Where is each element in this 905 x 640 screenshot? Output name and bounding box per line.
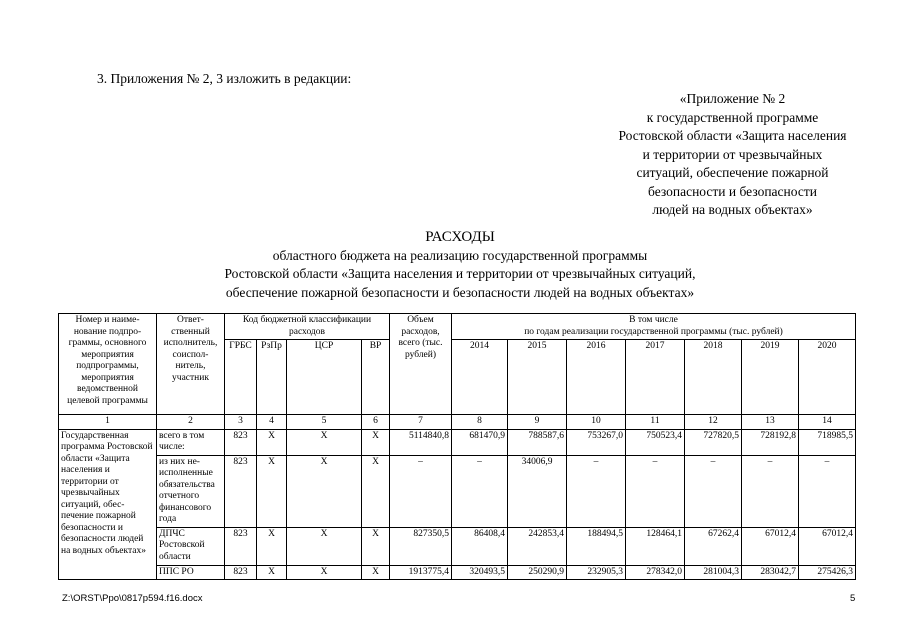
footer-file-path: Z:\ORST\Ppo\0817p594.f16.docx [62,593,203,604]
row-vr: Х [362,565,390,580]
header-grbs: ГРБС [225,340,257,415]
row-year-value: 34006,9 [508,455,567,527]
row-total: 1913775,4 [390,565,452,580]
header-year: 2016 [567,340,626,415]
row-year-value: – [685,455,742,527]
header-year: 2017 [626,340,685,415]
row-grbs: 823 [225,429,257,455]
header-year: 2018 [685,340,742,415]
row-csr: Х [287,455,362,527]
row-year-value: – [742,455,799,527]
row-rzpr: Х [257,429,287,455]
column-number: 5 [287,415,362,430]
row-vr: Х [362,527,390,565]
row-year-value: 250290,9 [508,565,567,580]
header-volume: Объем расходов, всего (тыс. рублей) [390,314,452,415]
row-executor: ППС РО [157,565,225,580]
row-year-value: 232905,3 [567,565,626,580]
row-year-value: 753267,0 [567,429,626,455]
row-year-value: 320493,5 [452,565,508,580]
row-grbs: 823 [225,527,257,565]
column-number: 9 [508,415,567,430]
column-number: 3 [225,415,257,430]
row-vr: Х [362,429,390,455]
column-number: 4 [257,415,287,430]
header-year: 2019 [742,340,799,415]
row-csr: Х [287,565,362,580]
table-row [59,429,856,455]
row-grbs: 823 [225,455,257,527]
row-year-value: 86408,4 [452,527,508,565]
expenses-table [58,313,856,580]
header-name: Номер и наиме-нование подпро-граммы, основного мероприятия подпрограммы, мероприятия ведомственной целевой программы [59,314,157,415]
row-rzpr: Х [257,527,287,565]
column-number: 6 [362,415,390,430]
appendix-line: Ростовской области «Защита населения [618,128,847,143]
column-number: 1 [59,415,157,430]
row-grbs: 823 [225,565,257,580]
row-executor: всего в том числе: [157,429,225,455]
row-year-value: 728192,8 [742,429,799,455]
header-rzpr: РзПр [257,340,287,415]
row-year-value: 727820,5 [685,429,742,455]
row-year-value: 281004,3 [685,565,742,580]
row-year-value: 718985,5 [799,429,856,455]
appendix-line: и территории от чрезвычайных [642,146,823,162]
page-number: 5 [850,593,856,604]
column-number: 11 [626,415,685,430]
appendix-line: безопасности и безопасности [648,183,817,199]
row-total: 827350,5 [390,527,452,565]
header-vr: ВР [362,340,390,415]
row-total: 5114840,8 [390,429,452,455]
column-number-row [59,415,856,430]
row-rzpr: Х [257,565,287,580]
header-year: 2015 [508,340,567,415]
column-number: 8 [452,415,508,430]
row-year-value: 275426,3 [799,565,856,580]
appendix-line: к государственной программе [646,109,819,125]
row-year-value: – [567,455,626,527]
row-csr: Х [287,429,362,455]
title-line: областного бюджета на реализацию государственной программы [272,247,648,263]
header-csr: ЦСР [287,340,362,415]
row-year-value: 750523,4 [626,429,685,455]
document-title [150,228,770,302]
row-year-value: 788587,6 [508,429,567,455]
appendix-line: ситуаций, обеспечение пожарной [636,165,829,180]
table-row [59,565,856,580]
row-year-value: 67012,4 [742,527,799,565]
row-year-value: 283042,7 [742,565,799,580]
header-including [452,314,856,340]
row-vr: Х [362,455,390,527]
column-number: 14 [799,415,856,430]
appendix-line: «Приложение № 2 [679,91,786,106]
row-year-value: 67262,4 [685,527,742,565]
row-rzpr: Х [257,455,287,527]
row-year-value: 278342,0 [626,565,685,580]
title-line: Ростовской области «Защита населения и территории от чрезвычайных ситуаций, [224,266,696,281]
header-year: 2014 [452,340,508,415]
title-line: обеспечение пожарной безопасности и безопасности людей на водных объектах» [225,284,695,300]
column-number: 7 [390,415,452,430]
column-number: 13 [742,415,799,430]
intro-paragraph: 3. Приложения № 2, 3 изложить в редакции: [97,71,352,86]
row-csr: Х [287,527,362,565]
row-executor: из них не-исполненные обязательства отчетного финансового года [157,455,225,527]
header-including-label: В том числе [629,315,678,325]
appendix-line: людей на водных объектах» [652,202,813,217]
header-budget-code: Код бюджетной классификации расходов [225,314,390,340]
column-number: 12 [685,415,742,430]
table-row [59,527,856,565]
column-number: 2 [157,415,225,430]
row-year-value: 67012,4 [799,527,856,565]
header-by-years: по годам реализации государственной программы (тыс. рублей) [524,326,783,337]
appendix-header [585,90,880,220]
program-name: Государственная программа Ростовской области «Защита населения и территории от чрезвычайных ситуаций, обес-печение пожарной безопасности и безопасности людей на водных объектах» [59,429,157,580]
column-number: 10 [567,415,626,430]
row-year-value: 188494,5 [567,527,626,565]
title-main: РАСХОДЫ [425,229,495,245]
row-year-value: – [452,455,508,527]
header-executor: Ответ-ственный исполнитель, соиспол-нитель, участник [157,314,225,415]
row-total: – [390,455,452,527]
row-year-value: 242853,4 [508,527,567,565]
row-year-value: – [626,455,685,527]
table-row [59,455,856,527]
header-year: 2020 [799,340,856,415]
row-executor: ДПЧС Ростовской области [157,527,225,565]
row-year-value: 681470,9 [452,429,508,455]
row-year-value: 128464,1 [626,527,685,565]
row-year-value: – [799,455,856,527]
